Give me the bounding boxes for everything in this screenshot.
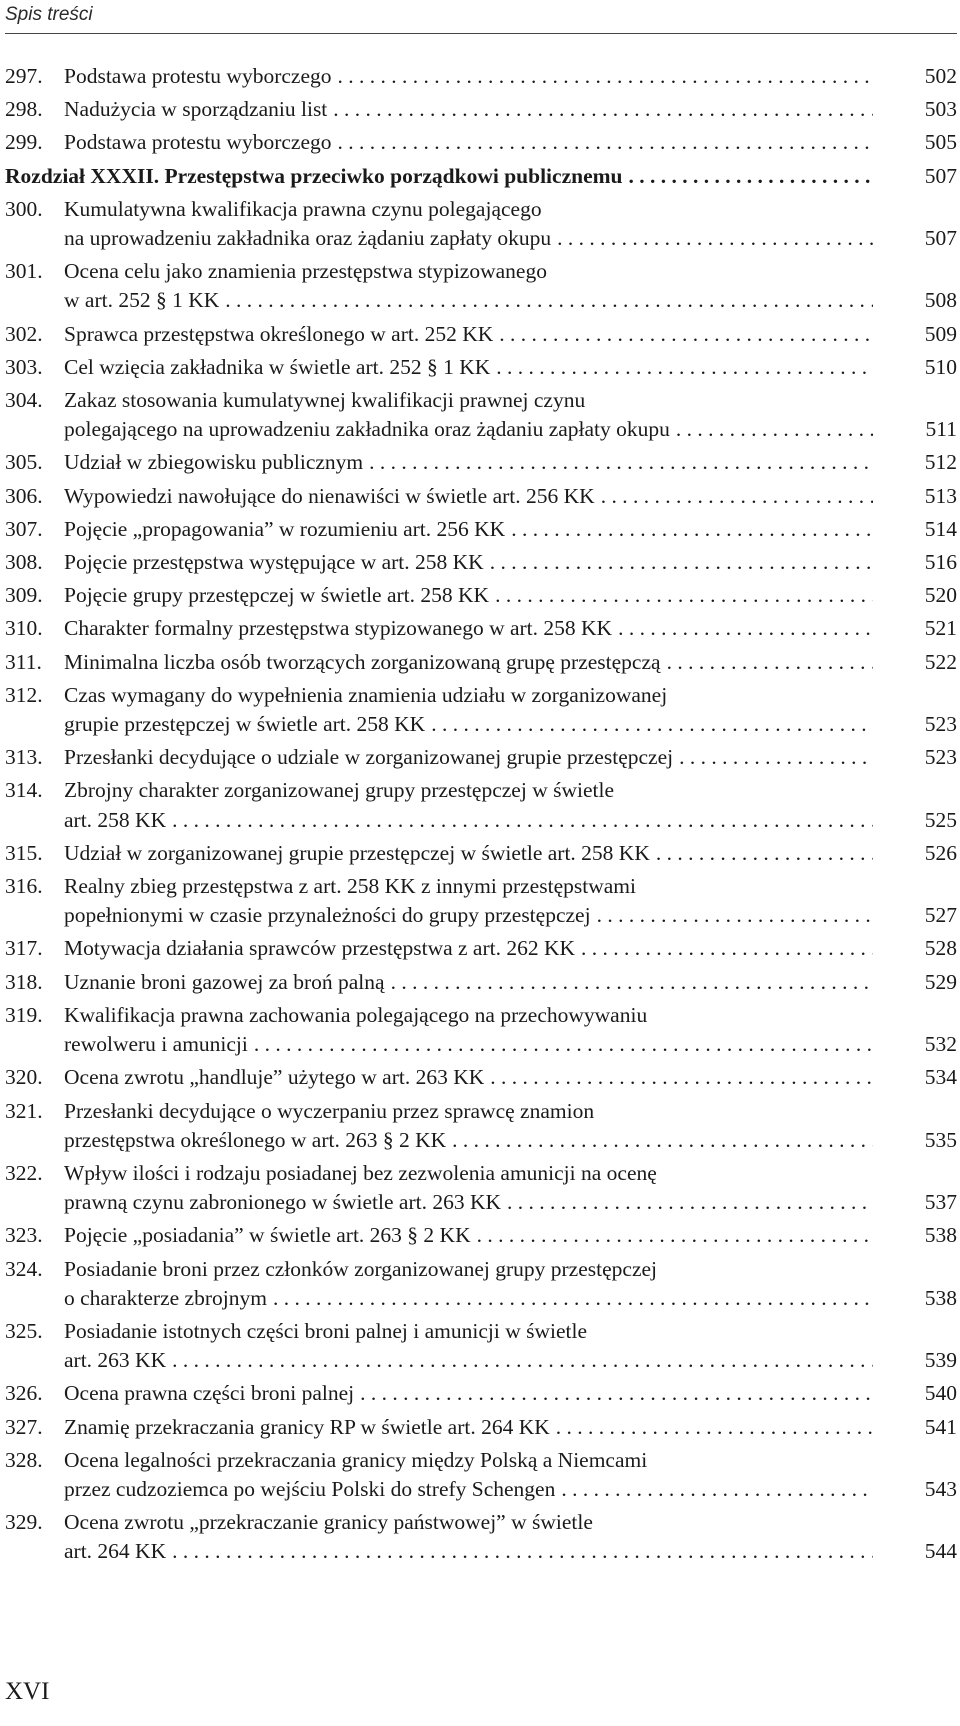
toc-entry-last-line bbox=[64, 128, 877, 157]
toc-entry[interactable] bbox=[5, 1446, 957, 1504]
toc-entry-title-line: prawną czynu zabronionego w świetle art. 263 KK bbox=[64, 1190, 502, 1215]
dot-leader bbox=[477, 1221, 873, 1250]
toc-entry-body bbox=[64, 1097, 957, 1155]
toc-entry-title-line: art. 263 KK bbox=[64, 1348, 167, 1373]
toc-entry-title-line: Pojęcie „propagowania” w rozumieniu art. 256 KK bbox=[64, 516, 506, 541]
toc-entry-title-line: popełnionymi w czasie przynależności do grupy przestępczej bbox=[64, 903, 591, 928]
toc-entry-title-line: Zakaz stosowania kumulatywnej kwalifikacji prawnej czynu bbox=[64, 388, 586, 413]
dot-leader bbox=[597, 901, 873, 930]
toc-entry-title-line: Pojęcie przestępstwa występujące w art. 258 KK bbox=[64, 550, 484, 575]
toc-entry[interactable] bbox=[5, 1413, 957, 1442]
toc-entry-body bbox=[64, 743, 957, 772]
dot-leader bbox=[499, 320, 873, 349]
toc-entry-number: 328. bbox=[5, 1447, 43, 1472]
dot-leader bbox=[254, 1030, 873, 1059]
toc-entry-body bbox=[64, 1379, 957, 1408]
toc-entry-title-line: Ocena zwrotu „handluje” użytego w art. 263 KK bbox=[64, 1065, 485, 1090]
toc-entry-page: 523 bbox=[924, 745, 957, 770]
toc-entry-body bbox=[64, 320, 957, 349]
toc-entry[interactable] bbox=[5, 681, 957, 739]
toc-entry-number: 329. bbox=[5, 1510, 43, 1535]
toc-entry-body bbox=[64, 548, 957, 577]
toc-entry[interactable] bbox=[5, 1508, 957, 1566]
toc-entry-title-line: Ocena celu jako znamienia przestępstwa stypizowanego bbox=[64, 259, 547, 284]
toc-entry[interactable] bbox=[5, 62, 957, 91]
toc-entry-number: 314. bbox=[5, 778, 43, 803]
toc-entry-last-line bbox=[64, 1030, 877, 1059]
toc-entry-title-line: przez cudzoziemca po wejściu Polski do strefy Schengen bbox=[64, 1476, 556, 1501]
dot-leader bbox=[676, 415, 873, 444]
toc-entry-body bbox=[64, 195, 957, 253]
toc-entry-title-line: na uprowadzeniu zakładnika oraz żądaniu zapłaty okupu bbox=[64, 226, 552, 251]
toc-entry-number: 323. bbox=[5, 1223, 43, 1248]
toc-entry-page: 522 bbox=[924, 649, 957, 674]
toc-entry-title-line: Pojęcie „posiadania” w świetle art. 263 § 2 KK bbox=[64, 1223, 471, 1248]
toc-entry-last-line bbox=[64, 1126, 877, 1155]
toc-entry-last-line bbox=[64, 1188, 877, 1217]
toc-entry-number: 322. bbox=[5, 1160, 43, 1185]
running-header bbox=[5, 0, 957, 30]
toc-entry-body bbox=[64, 581, 957, 610]
toc-entry-title-line: przestępstwa określonego w art. 263 § 2 KK bbox=[64, 1127, 447, 1152]
dot-leader bbox=[679, 743, 873, 772]
toc-entry[interactable] bbox=[5, 128, 957, 157]
toc-entry-title-line: Podstawa protestu wyborczego bbox=[64, 130, 332, 155]
toc-entry-title-line: rewolweru i amunicji bbox=[64, 1032, 248, 1057]
toc-entry-body bbox=[64, 448, 957, 477]
toc-entry-last-line bbox=[64, 743, 877, 772]
toc-entry-number: 298. bbox=[5, 97, 43, 122]
toc-entry-number: 302. bbox=[5, 321, 43, 346]
toc-entry-number: 303. bbox=[5, 354, 43, 379]
toc-entry-last-line bbox=[64, 1379, 877, 1408]
toc-entry-page: 512 bbox=[924, 450, 957, 475]
dot-leader bbox=[511, 515, 873, 544]
toc-entry-title-line: Ocena legalności przekraczania granicy między Polską a Niemcami bbox=[64, 1447, 648, 1472]
toc-entry-body bbox=[64, 934, 957, 963]
toc-entry-page: 502 bbox=[924, 64, 957, 88]
toc-entry-body bbox=[64, 839, 957, 868]
toc-entry[interactable] bbox=[5, 839, 957, 868]
toc-entry-title-line: Nadużycia w sporządzaniu list bbox=[64, 97, 328, 122]
toc-entry-last-line bbox=[64, 934, 877, 963]
toc-entry-title-line: Czas wymagany do wypełnienia znamienia udziału w zorganizowanej bbox=[64, 682, 668, 707]
dot-leader bbox=[360, 1379, 873, 1408]
toc-entry-page: 527 bbox=[924, 903, 957, 928]
toc-entry-page: 541 bbox=[924, 1414, 957, 1439]
toc-entry-body bbox=[64, 1221, 957, 1250]
toc-entry[interactable] bbox=[5, 95, 957, 124]
toc-entry[interactable] bbox=[5, 515, 957, 544]
toc-entry-page: 526 bbox=[924, 840, 957, 865]
toc-entry-page: 538 bbox=[924, 1285, 957, 1310]
toc-entry-body bbox=[64, 1413, 957, 1442]
toc-entry-last-line bbox=[64, 648, 877, 677]
toc-entry-page: 535 bbox=[924, 1127, 957, 1152]
toc-entry[interactable] bbox=[5, 934, 957, 963]
toc-entry[interactable] bbox=[5, 581, 957, 610]
toc-entry-body bbox=[64, 1446, 957, 1504]
toc-entry-title-line: Udział w zbiegowisku publicznym bbox=[64, 450, 364, 475]
toc-entry[interactable] bbox=[5, 1317, 957, 1375]
dot-leader bbox=[172, 1537, 873, 1566]
toc-entry-page: 509 bbox=[924, 321, 957, 346]
toc-entry-body bbox=[64, 968, 957, 997]
dot-leader bbox=[391, 968, 873, 997]
toc-entry[interactable] bbox=[5, 386, 957, 444]
toc-entry-page: 507 bbox=[924, 163, 957, 188]
toc-entry-title-line: Posiadanie broni przez członków zorganizowanej grupy przestępczej bbox=[64, 1256, 658, 1281]
dot-leader bbox=[490, 548, 873, 577]
toc-entry-title-line: Realny zbieg przestępstwa z art. 258 KK z innymi przestępstwami bbox=[64, 874, 636, 899]
toc-entry-body bbox=[64, 1063, 957, 1092]
toc-entry-last-line bbox=[64, 581, 877, 610]
toc-entry-title-line: o charakterze zbrojnym bbox=[64, 1285, 267, 1310]
toc-entry-page: 516 bbox=[924, 550, 957, 575]
dot-leader bbox=[629, 162, 874, 191]
dot-leader bbox=[431, 710, 873, 739]
dot-leader bbox=[338, 62, 874, 91]
toc-entry-number: 324. bbox=[5, 1256, 43, 1281]
toc-entry-body bbox=[64, 1001, 957, 1059]
toc-entry-last-line bbox=[64, 448, 877, 477]
toc-chapter-heading[interactable] bbox=[5, 162, 957, 191]
toc-entry-title-line: w art. 252 § 1 KK bbox=[64, 288, 220, 313]
header-rule bbox=[5, 33, 957, 34]
toc-entry-number: 327. bbox=[5, 1414, 43, 1439]
dot-leader bbox=[556, 1413, 873, 1442]
toc-entry-title-line: Ocena zwrotu „przekraczanie granicy państwowej” w świetle bbox=[64, 1510, 593, 1535]
toc-entry-last-line bbox=[64, 224, 877, 253]
toc-entry-last-line bbox=[64, 95, 877, 124]
dot-leader bbox=[507, 1188, 873, 1217]
dot-leader bbox=[273, 1284, 873, 1313]
toc-entry[interactable] bbox=[5, 743, 957, 772]
toc-entry-title-line: Kumulatywna kwalifikacja prawna czynu polegającego bbox=[64, 196, 542, 221]
toc-entry-body bbox=[5, 162, 957, 191]
toc-entry[interactable] bbox=[5, 1063, 957, 1092]
toc-entry[interactable] bbox=[5, 448, 957, 477]
toc-entry-page: 534 bbox=[924, 1065, 957, 1090]
toc-entry-body bbox=[64, 648, 957, 677]
toc-entry-last-line bbox=[64, 353, 877, 382]
toc-entry-page: 543 bbox=[924, 1476, 957, 1501]
toc-entry-page: 510 bbox=[924, 354, 957, 379]
toc-entry-page: 503 bbox=[924, 97, 957, 122]
toc-entry-title-line: Ocena prawna części broni palnej bbox=[64, 1381, 355, 1406]
toc-entry-page: 523 bbox=[924, 712, 957, 737]
toc-entry-last-line bbox=[64, 1284, 877, 1313]
toc-entry-title-line: Pojęcie grupy przestępczej w świetle art. 258 KK bbox=[64, 583, 490, 608]
toc-entry-number: 319. bbox=[5, 1002, 43, 1027]
toc-entry-title-line: Wypowiedzi nawołujące do nienawiści w świetle art. 256 KK bbox=[64, 483, 595, 508]
toc-entry-last-line bbox=[64, 548, 877, 577]
toc-entry-last-line bbox=[64, 482, 877, 511]
dot-leader bbox=[225, 286, 873, 315]
toc-entry-number: 299. bbox=[5, 130, 43, 155]
toc-entry-title-line: Uznanie broni gazowej za broń palną bbox=[64, 969, 385, 994]
table-of-contents bbox=[5, 62, 957, 1571]
toc-entry-last-line bbox=[64, 415, 877, 444]
toc-entry-body bbox=[64, 872, 957, 930]
toc-entry-body bbox=[64, 257, 957, 315]
toc-entry[interactable] bbox=[5, 195, 957, 253]
toc-entry-title-line: Rozdział XXXII. Przestępstwa przeciwko porządkowi publicznemu bbox=[5, 163, 623, 188]
toc-entry-page: 513 bbox=[924, 483, 957, 508]
dot-leader bbox=[656, 839, 873, 868]
toc-entry-page: 532 bbox=[924, 1032, 957, 1057]
toc-entry-number: 300. bbox=[5, 196, 43, 221]
toc-entry-number: 316. bbox=[5, 874, 43, 899]
toc-entry-number: 297. bbox=[5, 64, 43, 88]
toc-entry-number: 318. bbox=[5, 969, 43, 994]
toc-entry-page: 540 bbox=[924, 1381, 957, 1406]
toc-entry-last-line bbox=[64, 286, 877, 315]
toc-entry-page: 537 bbox=[924, 1190, 957, 1215]
toc-entry-page: 508 bbox=[924, 288, 957, 313]
toc-entry-page: 507 bbox=[924, 226, 957, 251]
dot-leader bbox=[667, 648, 873, 677]
dot-leader bbox=[172, 806, 873, 835]
dot-leader bbox=[369, 448, 873, 477]
toc-entry-body bbox=[64, 353, 957, 382]
toc-entry-title-line: Podstawa protestu wyborczego bbox=[64, 64, 332, 88]
dot-leader bbox=[172, 1346, 873, 1375]
toc-entry-title-line: Minimalna liczba osób tworzących zorganizowaną grupę przestępczą bbox=[64, 649, 661, 674]
toc-entry-title-line: grupie przestępczej w świetle art. 258 KK bbox=[64, 712, 426, 737]
toc-entry-number: 325. bbox=[5, 1318, 43, 1343]
toc-entry-body bbox=[64, 1317, 957, 1375]
toc-entry[interactable] bbox=[5, 548, 957, 577]
toc-entry-title-line: Charakter formalny przestępstwa stypizowanego w art. 258 KK bbox=[64, 616, 613, 641]
toc-entry-body bbox=[64, 128, 957, 157]
toc-entry-number: 306. bbox=[5, 483, 43, 508]
toc-entry-page: 539 bbox=[924, 1348, 957, 1373]
toc-entry-number: 311. bbox=[5, 649, 42, 674]
toc-entry-body bbox=[64, 1159, 957, 1217]
toc-entry-last-line bbox=[64, 710, 877, 739]
toc-entry-last-line bbox=[64, 1063, 877, 1092]
toc-entry-title-line: Przesłanki decydujące o udziale w zorganizowanej grupie przestępczej bbox=[64, 745, 674, 770]
toc-entry-last-line bbox=[64, 1475, 877, 1504]
toc-entry-title-line: polegającego na uprowadzeniu zakładnika oraz żądaniu zapłaty okupu bbox=[64, 417, 670, 442]
toc-entry-number: 312. bbox=[5, 682, 43, 707]
toc-entry-last-line bbox=[64, 901, 877, 930]
toc-entry-body bbox=[64, 62, 957, 91]
toc-entry-page: 505 bbox=[924, 130, 957, 155]
toc-entry-body bbox=[64, 482, 957, 511]
toc-entry-number: 309. bbox=[5, 583, 43, 608]
toc-entry[interactable] bbox=[5, 1221, 957, 1250]
toc-entry-title-line: Znamię przekraczania granicy RP w świetle art. 264 KK bbox=[64, 1414, 550, 1439]
toc-entry-title-line: Udział w zorganizowanej grupie przestępczej w świetle art. 258 KK bbox=[64, 840, 650, 865]
toc-entry-title-line: Cel wzięcia zakładnika w świetle art. 252 § 1 KK bbox=[64, 354, 491, 379]
toc-entry-number: 315. bbox=[5, 840, 43, 865]
toc-entry-body bbox=[64, 95, 957, 124]
toc-entry-body bbox=[64, 386, 957, 444]
toc-entry-number: 310. bbox=[5, 616, 43, 641]
toc-entry-page: 521 bbox=[924, 616, 957, 641]
toc-entry-last-line bbox=[64, 62, 877, 91]
toc-entry[interactable] bbox=[5, 872, 957, 930]
toc-entry-last-line bbox=[64, 839, 877, 868]
toc-entry[interactable] bbox=[5, 1255, 957, 1313]
toc-entry[interactable] bbox=[5, 1159, 957, 1217]
toc-entry-number: 320. bbox=[5, 1065, 43, 1090]
toc-entry-number: 308. bbox=[5, 550, 43, 575]
toc-entry-body bbox=[64, 1255, 957, 1313]
toc-entry-last-line bbox=[64, 1413, 877, 1442]
toc-entry[interactable] bbox=[5, 648, 957, 677]
toc-entry-body bbox=[64, 614, 957, 643]
dot-leader bbox=[561, 1475, 873, 1504]
toc-entry-title-line: Kwalifikacja prawna zachowania polegającego na przechowywaniu bbox=[64, 1002, 648, 1027]
toc-entry-number: 305. bbox=[5, 450, 43, 475]
toc-entry-number: 326. bbox=[5, 1381, 43, 1406]
toc-entry-title-line: Sprawca przestępstwa określonego w art. 252 KK bbox=[64, 321, 494, 346]
toc-entry-page: 544 bbox=[924, 1539, 957, 1564]
toc-entry-last-line bbox=[64, 1221, 877, 1250]
toc-entry-number: 307. bbox=[5, 516, 43, 541]
toc-entry-title-line: Motywacja działania sprawców przestępstwa z art. 262 KK bbox=[64, 936, 576, 961]
toc-entry-title-line: art. 258 KK bbox=[64, 807, 167, 832]
toc-entry[interactable] bbox=[5, 614, 957, 643]
toc-entry[interactable] bbox=[5, 353, 957, 382]
toc-entry-number: 313. bbox=[5, 745, 43, 770]
toc-entry-title-line: Posiadanie istotnych części broni palnej i amunicji w świetle bbox=[64, 1318, 588, 1343]
dot-leader bbox=[557, 224, 873, 253]
toc-entry-page: 525 bbox=[924, 807, 957, 832]
dot-leader bbox=[601, 482, 873, 511]
dot-leader bbox=[490, 1063, 873, 1092]
toc-entry-body bbox=[64, 681, 957, 739]
toc-entry-last-line bbox=[64, 320, 877, 349]
toc-entry[interactable] bbox=[5, 482, 957, 511]
toc-entry-last-line bbox=[64, 1537, 877, 1566]
toc-entry-page: 528 bbox=[924, 936, 957, 961]
dot-leader bbox=[581, 934, 873, 963]
toc-entry-page: 529 bbox=[924, 969, 957, 994]
toc-entry-title-line: Zbrojny charakter zorganizowanej grupy przestępczej w świetle bbox=[64, 778, 615, 803]
page-number: XVI bbox=[5, 1678, 50, 1705]
dot-leader bbox=[338, 128, 874, 157]
toc-entry-number: 317. bbox=[5, 936, 43, 961]
dot-leader bbox=[496, 353, 873, 382]
toc-entry-page: 511 bbox=[925, 417, 957, 442]
toc-entry-last-line bbox=[5, 162, 877, 191]
toc-entry-body bbox=[64, 515, 957, 544]
toc-entry-last-line bbox=[64, 515, 877, 544]
toc-entry[interactable] bbox=[5, 257, 957, 315]
toc-entry[interactable] bbox=[5, 968, 957, 997]
dot-leader bbox=[618, 614, 873, 643]
toc-entry-page: 520 bbox=[924, 583, 957, 608]
toc-entry[interactable] bbox=[5, 320, 957, 349]
dot-leader bbox=[452, 1126, 873, 1155]
dot-leader bbox=[495, 581, 873, 610]
toc-entry-body bbox=[64, 776, 957, 834]
toc-entry[interactable] bbox=[5, 776, 957, 834]
toc-entry-body bbox=[64, 1508, 957, 1566]
toc-entry-title-line: art. 264 KK bbox=[64, 1539, 167, 1564]
toc-entry-number: 301. bbox=[5, 259, 43, 284]
toc-entry[interactable] bbox=[5, 1379, 957, 1408]
toc-entry-title-line: Wpływ ilości i rodzaju posiadanej bez zezwolenia amunicji na ocenę bbox=[64, 1160, 657, 1185]
toc-entry-last-line bbox=[64, 806, 877, 835]
toc-entry[interactable] bbox=[5, 1001, 957, 1059]
toc-entry-last-line bbox=[64, 1346, 877, 1375]
header-title: Spis treści bbox=[5, 4, 93, 25]
toc-entry-last-line bbox=[64, 614, 877, 643]
toc-entry-last-line bbox=[64, 968, 877, 997]
toc-entry-page: 538 bbox=[924, 1223, 957, 1248]
dot-leader bbox=[333, 95, 873, 124]
toc-entry[interactable] bbox=[5, 1097, 957, 1155]
toc-entry-title-line: Przesłanki decydujące o wyczerpaniu przez sprawcę znamion bbox=[64, 1098, 595, 1123]
toc-entry-number: 304. bbox=[5, 388, 43, 413]
toc-entry-number: 321. bbox=[5, 1098, 43, 1123]
toc-entry-page: 514 bbox=[924, 516, 957, 541]
